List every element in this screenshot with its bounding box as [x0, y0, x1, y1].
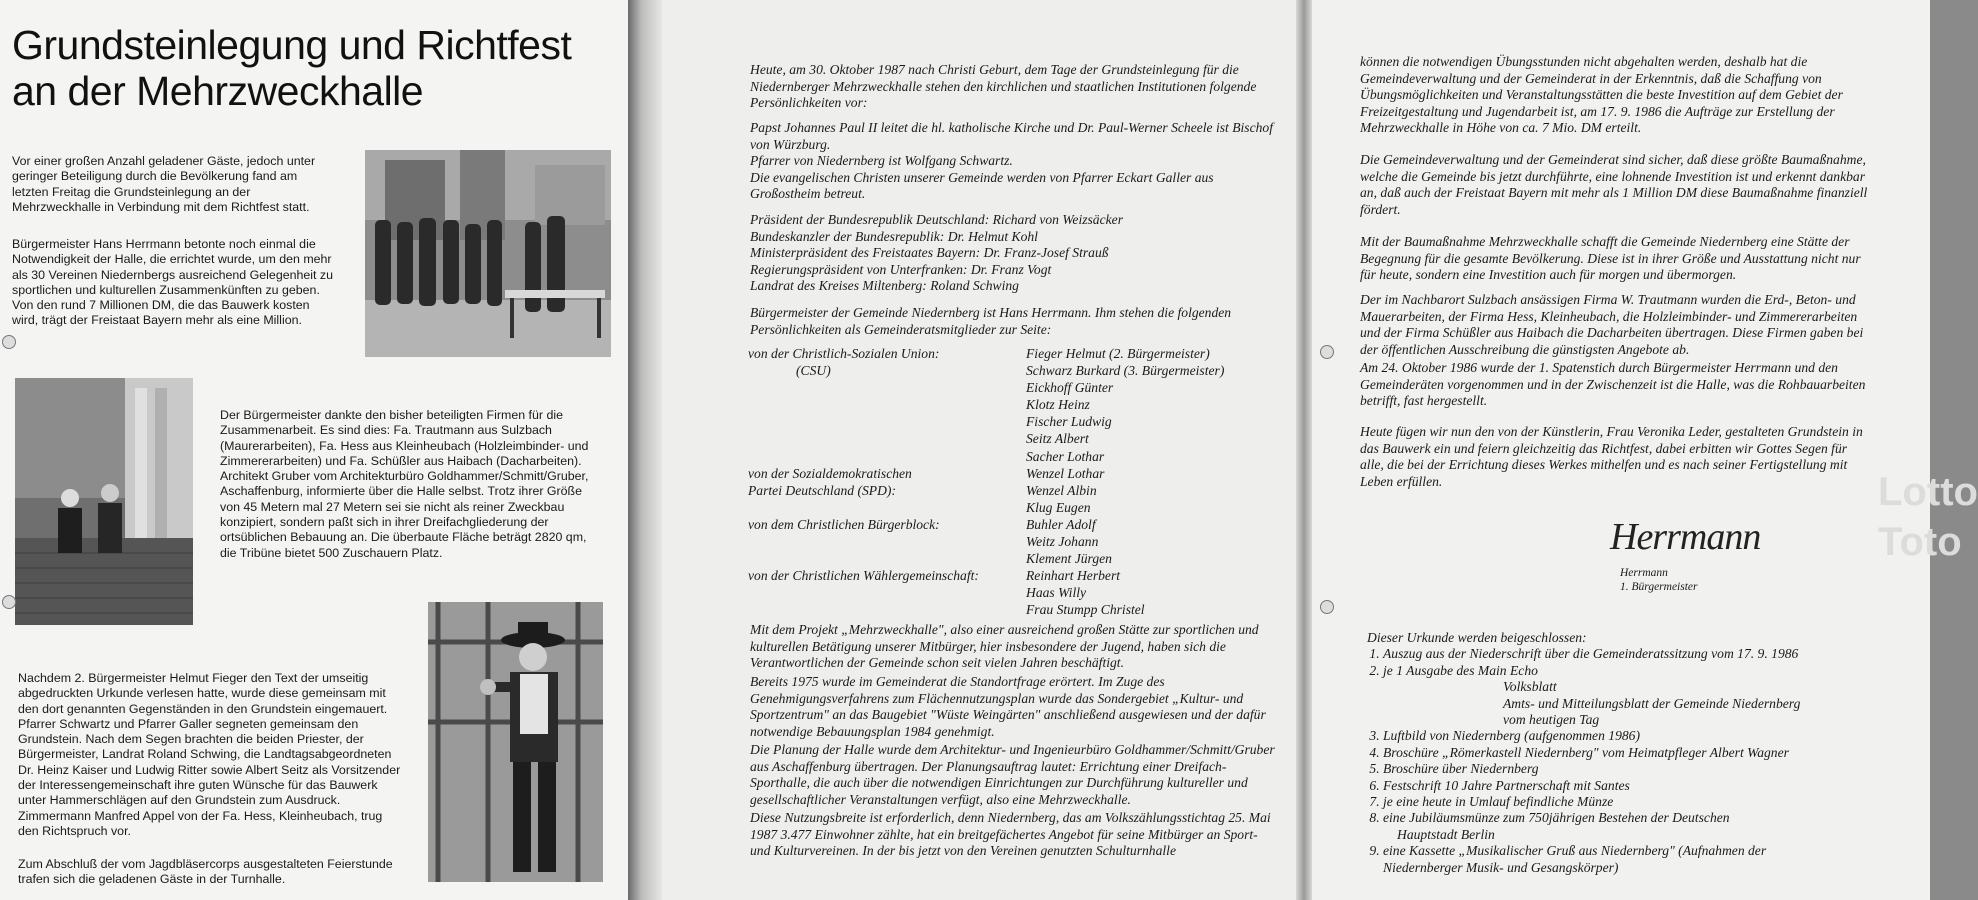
signature-block: [1620, 566, 1698, 594]
binder-hole: [1320, 600, 1334, 614]
enclosure-item: 9. eine Kassette „Musikalischer Gruß aus Niedernberg" (Aufnahmen der Niedernberger Musik- und Gesangskörper): [1383, 843, 1907, 876]
party-cw: von der Christlichen Wählergemeinschaft:: [748, 568, 979, 584]
mayor-intro: Bürgermeister der Gemeinde Niedernberg ist Hans Herrmann. Ihm stehen die folgenden Persönlichkeiten als Gemeinderatsmitglieder zur Seite:: [750, 305, 1232, 337]
member: Seitz Albert: [1026, 431, 1089, 447]
paragraph-3: Der Bürgermeister dankte den bisher beteiligten Firmen für die Zusammenarbeit. Es sind dies: Fa. Trautmann aus Sulzbach (Maurerarbeiten), Fa. Hess aus Kleinheubach (Holzleimbinder- und Zimmererarbeiten) und Fa. Schüßler aus Haibach (Dacharbeiten). Architekt Gruber vom Architekturbüro Goldhammer/Schmitt/Gruber, Aschaffenburg, informierte über die Halle selbst. Trotz ihrer Größe von 45 Metern mal 27 Metern sei sie nicht als reiner Zweckbau konzipiert, sondern paßt sich in ihrer Dreifachgliederung der ortsüblichen Bebauung an. Die überbaute Fläche beträgt 2820 qm, die Tribüne bietet 500 Zuschauern Platz.: [220, 408, 589, 560]
mayor-signature: Herrmann: [1610, 516, 1761, 558]
member: Schwarz Burkard (3. Bürgermeister): [1026, 363, 1225, 379]
binder-hole: [2, 595, 16, 609]
party-csu: von der Christlich-Sozialen Union:: [748, 346, 940, 361]
planning-paragraph: Die Planung der Halle wurde dem Architektur- und Ingenieurbüro Goldhammer/Schmitt/Gruber aus Aschaffenburg übertragen. Der Planungsauftrag lautet: Errichtung einer Dreifach-Sporthalle, die auch über die notwendigen Einrichtungen zur Durchführung kultureller und gesellschaftlicher Veranstaltungen verfügt, also eine Mehrzweckhalle.: [750, 742, 1275, 807]
paragraph-1: Vor einer großen Anzahl geladener Gäste, jedoch unter geringer Beteiligung durch die Bevölkerung fand am letzten Freitag die Grundsteinlegung an der Mehrzweckhalle in Verbindung mit dem Richtfest statt.: [12, 154, 316, 214]
church-line-3: Die evangelischen Christen unserer Gemeinde werden von Pfarrer Eckart Galler aus Großostheim betreut.: [750, 169, 1214, 202]
continuation-paragraph: können die notwendigen Übungsstunden nicht abgehalten werden, deshalb hat die Gemeindeverwaltung und der Gemeinderat in der Erkenntnis, daß die Schaffung von Übungsmöglichkeiten und Veranstaltungsstätten die beste Investition auf dem Gebiet der Freizeitgestaltung und Jugendarbeit ist, am 17. 9. 1986 die Aufträge zur Erstellung der Mehrzweckhalle in Höhe von ca. 7 Mio. DM erteilt.: [1360, 54, 1843, 136]
contractors-paragraph: Der im Nachbarort Sulzbach ansässigen Firma W. Trautmann wurden die Erd-, Beton- und Mauerarbeiten, der Firma Hess, Kleinheubach, die Holzleimbinder- und Zimmererarbeiten und der Firma Schüßler aus Haibach die Dacharbeiten übertragen. Diese Firmen gaben bei der öffentlichen Ausschreibung die günstigsten Angebote ab.: [1360, 292, 1864, 357]
state-line-2: Bundeskanzler der Bundesrepublik: Dr. Helmut Kohl: [750, 228, 1038, 244]
blessing-paragraph: Heute fügen wir nun den von der Künstlerin, Frau Veronika Leder, gestalteten Grundstein in das Bauwerk ein und feiern gleichzeitig das Richtfest, dabei erbitten wir Gottes Segen für alle, die bei der Errichtung dieses Werkes mithelfen und es nach seiner Fertigstellung mit Leben erfüllen.: [1360, 424, 1863, 489]
enclosure-item: 1. Auszug aus der Niederschrift über die Gemeinderatssitzung vom 17. 9. 1986: [1383, 646, 1907, 662]
title-line-2: an der Mehrzweckhalle: [12, 68, 424, 114]
member: Wenzel Albin: [1026, 482, 1097, 498]
enclosure-item: 4. Broschüre „Römerkastell Niedernberg" vom Heimatpfleger Albert Wagner: [1383, 745, 1907, 761]
title-line-1: Grundsteinlegung und Richtfest: [12, 22, 572, 68]
member: Buhler Adolf: [1026, 516, 1096, 532]
article-title: [12, 22, 571, 114]
party-column: [748, 345, 988, 584]
paragraph-4: Nachdem 2. Bürgermeister Helmut Fieger den Text der umseitig abgedruckten Urkunde verlesen hatte, wurde diese gemeinsam mit den dort genannten Gegenständen in den Grundstein eingemauert. Pfarrer Schwartz und Pfarrer Galler segneten gemeinsam den Grundstein. Nach dem Segen brachten die beiden Priester, der Bürgermeister, Landrat Roland Schwing, die Landtagsabgeordneten Dr. Heinz Kaiser und Ludwig Ritter sowie Albert Seitz als Vorsitzender der Interessengemeinschaft ihre guten Wünsche für das Bauwerk unter Hammerschlägen auf den Grundstein zum Ausdruck. Zimmermann Manfred Appel von der Fa. Hess, Kleinheubach, trug den Richtspruch vor.: [18, 671, 401, 838]
signatory-name: Herrmann: [1620, 567, 1668, 579]
enclosure-item: 6. Festschrift 10 Jahre Partnerschaft mit Santes: [1383, 778, 1907, 794]
state-line-3: Ministerpräsident des Freistaates Bayern: Dr. Franz-Josef Strauß: [750, 245, 1109, 261]
history-paragraph: Bereits 1975 wurde im Gemeinderat die Standortfrage erörtert. Im Zuge des Genehmigungsverfahrens zum Flächennutzungsplan wurde das Sondergebiet „Kultur- und Sportzentrum" an das Baugebiet "Wüste Weingärten" anschließend ausgewiesen und der dafür notwendige Bebauungsplan 1984 genehmigt.: [750, 674, 1266, 739]
photo-carpenter: [428, 602, 603, 882]
party-csu-abbr: (CSU): [796, 363, 831, 379]
enclosure-sub: Volksblatt: [1503, 679, 1557, 695]
book-spine: [628, 0, 662, 900]
project-paragraph: Mit dem Projekt „Mehrzweckhalle", also einer ausreichend großen Stätte zur sportlichen und kulturellen Betätigung unserer Mitbürger, hier insbesondere der Jugend, haben sich die Verantwortlichen der Gemeinde schon seit vielen Jahren beschäftigt.: [750, 622, 1259, 671]
members-column: [1026, 345, 1286, 619]
enclosure-item: 2. je 1 Ausgabe des Main Echo Volksblatt Amts- und Mitteilungsblatt der Gemeinde Niedernberg vom heutigen Tag: [1383, 663, 1907, 729]
member: Sacher Lothar: [1026, 448, 1105, 464]
groundbreaking-paragraph: Am 24. Oktober 1986 wurde der 1. Spatenstich durch Bürgermeister Herrmann und den Gemeinderäten vorgenommen und in der Zwischenzeit ist die Halle, was die Rohbauarbeiten betrifft, fast hergestellt.: [1360, 360, 1866, 409]
member: Wenzel Lothar: [1026, 465, 1105, 481]
enclosure-item: 8. eine Jubiläumsmünze zum 750jährigen Bestehen der Deutschen Hauptstadt Berlin: [1383, 810, 1907, 843]
enclosure-item: 7. je eine heute in Umlauf befindliche Münze: [1383, 794, 1907, 810]
middle-page: [662, 0, 1304, 900]
bleed-through-text: Toto: [1878, 520, 1962, 564]
usage-paragraph: Diese Nutzungsbreite ist erforderlich, denn Niedernberg, das am Volkszählungsstichtag 25. Mai 1987 3.477 Einwohner zählte, hat ein breitgefächertes Angebot für seine Mitbürger an Sport- und Kulturvereinen. In der bis jetzt von den Vereinen genutzten Schulturnhalle: [750, 810, 1271, 859]
party-spd-2: Partei Deutschland (SPD):: [748, 482, 896, 498]
member: Weitz Johann: [1026, 534, 1099, 550]
member: Klug Eugen: [1026, 499, 1091, 515]
enclosure-sub: Amts- und Mitteilungsblatt der Gemeinde Niedernberg: [1503, 695, 1801, 711]
party-cb: von dem Christlichen Bürgerblock:: [748, 516, 940, 532]
photo-speakers: [15, 378, 193, 625]
enclosure-heading: Dieser Urkunde werden beigeschlossen:: [1367, 630, 1587, 645]
member: Eickhoff Günter: [1026, 380, 1114, 396]
enclosure-item: 3. Luftbild von Niedernberg (aufgenommen 1986): [1383, 728, 1907, 744]
church-block: [750, 120, 1280, 203]
enclosure-item: 5. Broschüre über Niedernberg: [1383, 761, 1907, 777]
state-line-4: Regierungspräsident von Unterfranken: Dr. Franz Vogt: [750, 261, 1052, 277]
member: Haas Willy: [1026, 585, 1087, 601]
paragraph-2: Bürgermeister Hans Herrmann betonte noch einmal die Notwendigkeit der Halle, die errichtet wurde, um den mehr als 30 Vereinen Niedernbergs ausreichend Gelegenheit zu sportlichen und kulturellen Zusammenkünften zu geben. Von den rund 7 Millionen DM, die das Bauwerk kosten wird, trägt der Freistaat Bayern mehr als eine Million.: [12, 237, 333, 328]
meeting-place-paragraph: Mit der Baumaßnahme Mehrzweckhalle schafft die Gemeinde Niedernberg eine Stätte der Begegnung für die gesamte Bevölkerung. Diese ist in ihrer Größe und Ausstattung nicht nur für heute, sondern eine Investition auch für morgen und übermorgen.: [1360, 234, 1861, 283]
left-page: [0, 0, 628, 900]
state-line-5: Landrat des Kreises Miltenberg: Roland Schwing: [750, 278, 1019, 294]
enclosure-list: [1367, 630, 1907, 876]
member: Klement Jürgen: [1026, 551, 1112, 567]
signatory-title: 1. Bürgermeister: [1620, 581, 1698, 593]
intro-paragraph: Heute, am 30. Oktober 1987 nach Christi Geburt, dem Tage der Grundsteinlegung für die Niedernberger Mehrzweckhalle stehen den kirchlichen und staatlichen Institutionen folgende Persönlichkeiten vor:: [750, 62, 1257, 111]
member: Fischer Ludwig: [1026, 414, 1112, 430]
member: Reinhart Herbert: [1026, 568, 1121, 584]
enclosure-cont: Hauptstadt Berlin: [1397, 826, 1495, 842]
investment-paragraph: Die Gemeindeverwaltung und der Gemeinderat sind sicher, daß diese größte Baumaßnahme, welche die Gemeinde bis jetzt durchführte, eine lohnende Investition ist und erkennt dankbar an, daß auch der Freistaat Bayern mit mehr als 1 Million DM diese Baumaßnahme finanziell fördert.: [1360, 152, 1868, 217]
state-block: [750, 212, 1280, 295]
party-spd: von der Sozialdemokratischen: [748, 465, 912, 481]
page-fold: [1296, 0, 1312, 900]
bleed-through-text: Lotto: [1878, 470, 1978, 514]
right-page: [1312, 0, 1930, 900]
church-line-2: Pfarrer von Niedernberg ist Wolfgang Schwartz.: [750, 153, 1013, 169]
photo-ceremony-group: [365, 150, 611, 357]
paragraph-5: Zum Abschluß der vom Jagdbläsercorps ausgestalteten Feierstunde trafen sich die geladenen Gäste in der Turnhalle.: [18, 857, 393, 887]
member: Klotz Heinz: [1026, 397, 1090, 413]
enclosure-cont: Niedernberger Musik- und Gesangskörper): [1383, 859, 1619, 875]
church-line-1: Papst Johannes Paul II leitet die hl. katholische Kirche und Dr. Paul-Werner Scheele ist Bischof von Würzburg.: [750, 120, 1273, 152]
state-line-1: Präsident der Bundesrepublik Deutschland: Richard von Weizsäcker: [750, 212, 1123, 227]
binder-hole: [1320, 345, 1334, 359]
binder-hole: [2, 335, 16, 349]
member: Frau Stumpp Christel: [1026, 602, 1145, 618]
member: Fieger Helmut (2. Bürgermeister): [1026, 346, 1210, 361]
enclosure-sub: vom heutigen Tag: [1503, 712, 1600, 728]
